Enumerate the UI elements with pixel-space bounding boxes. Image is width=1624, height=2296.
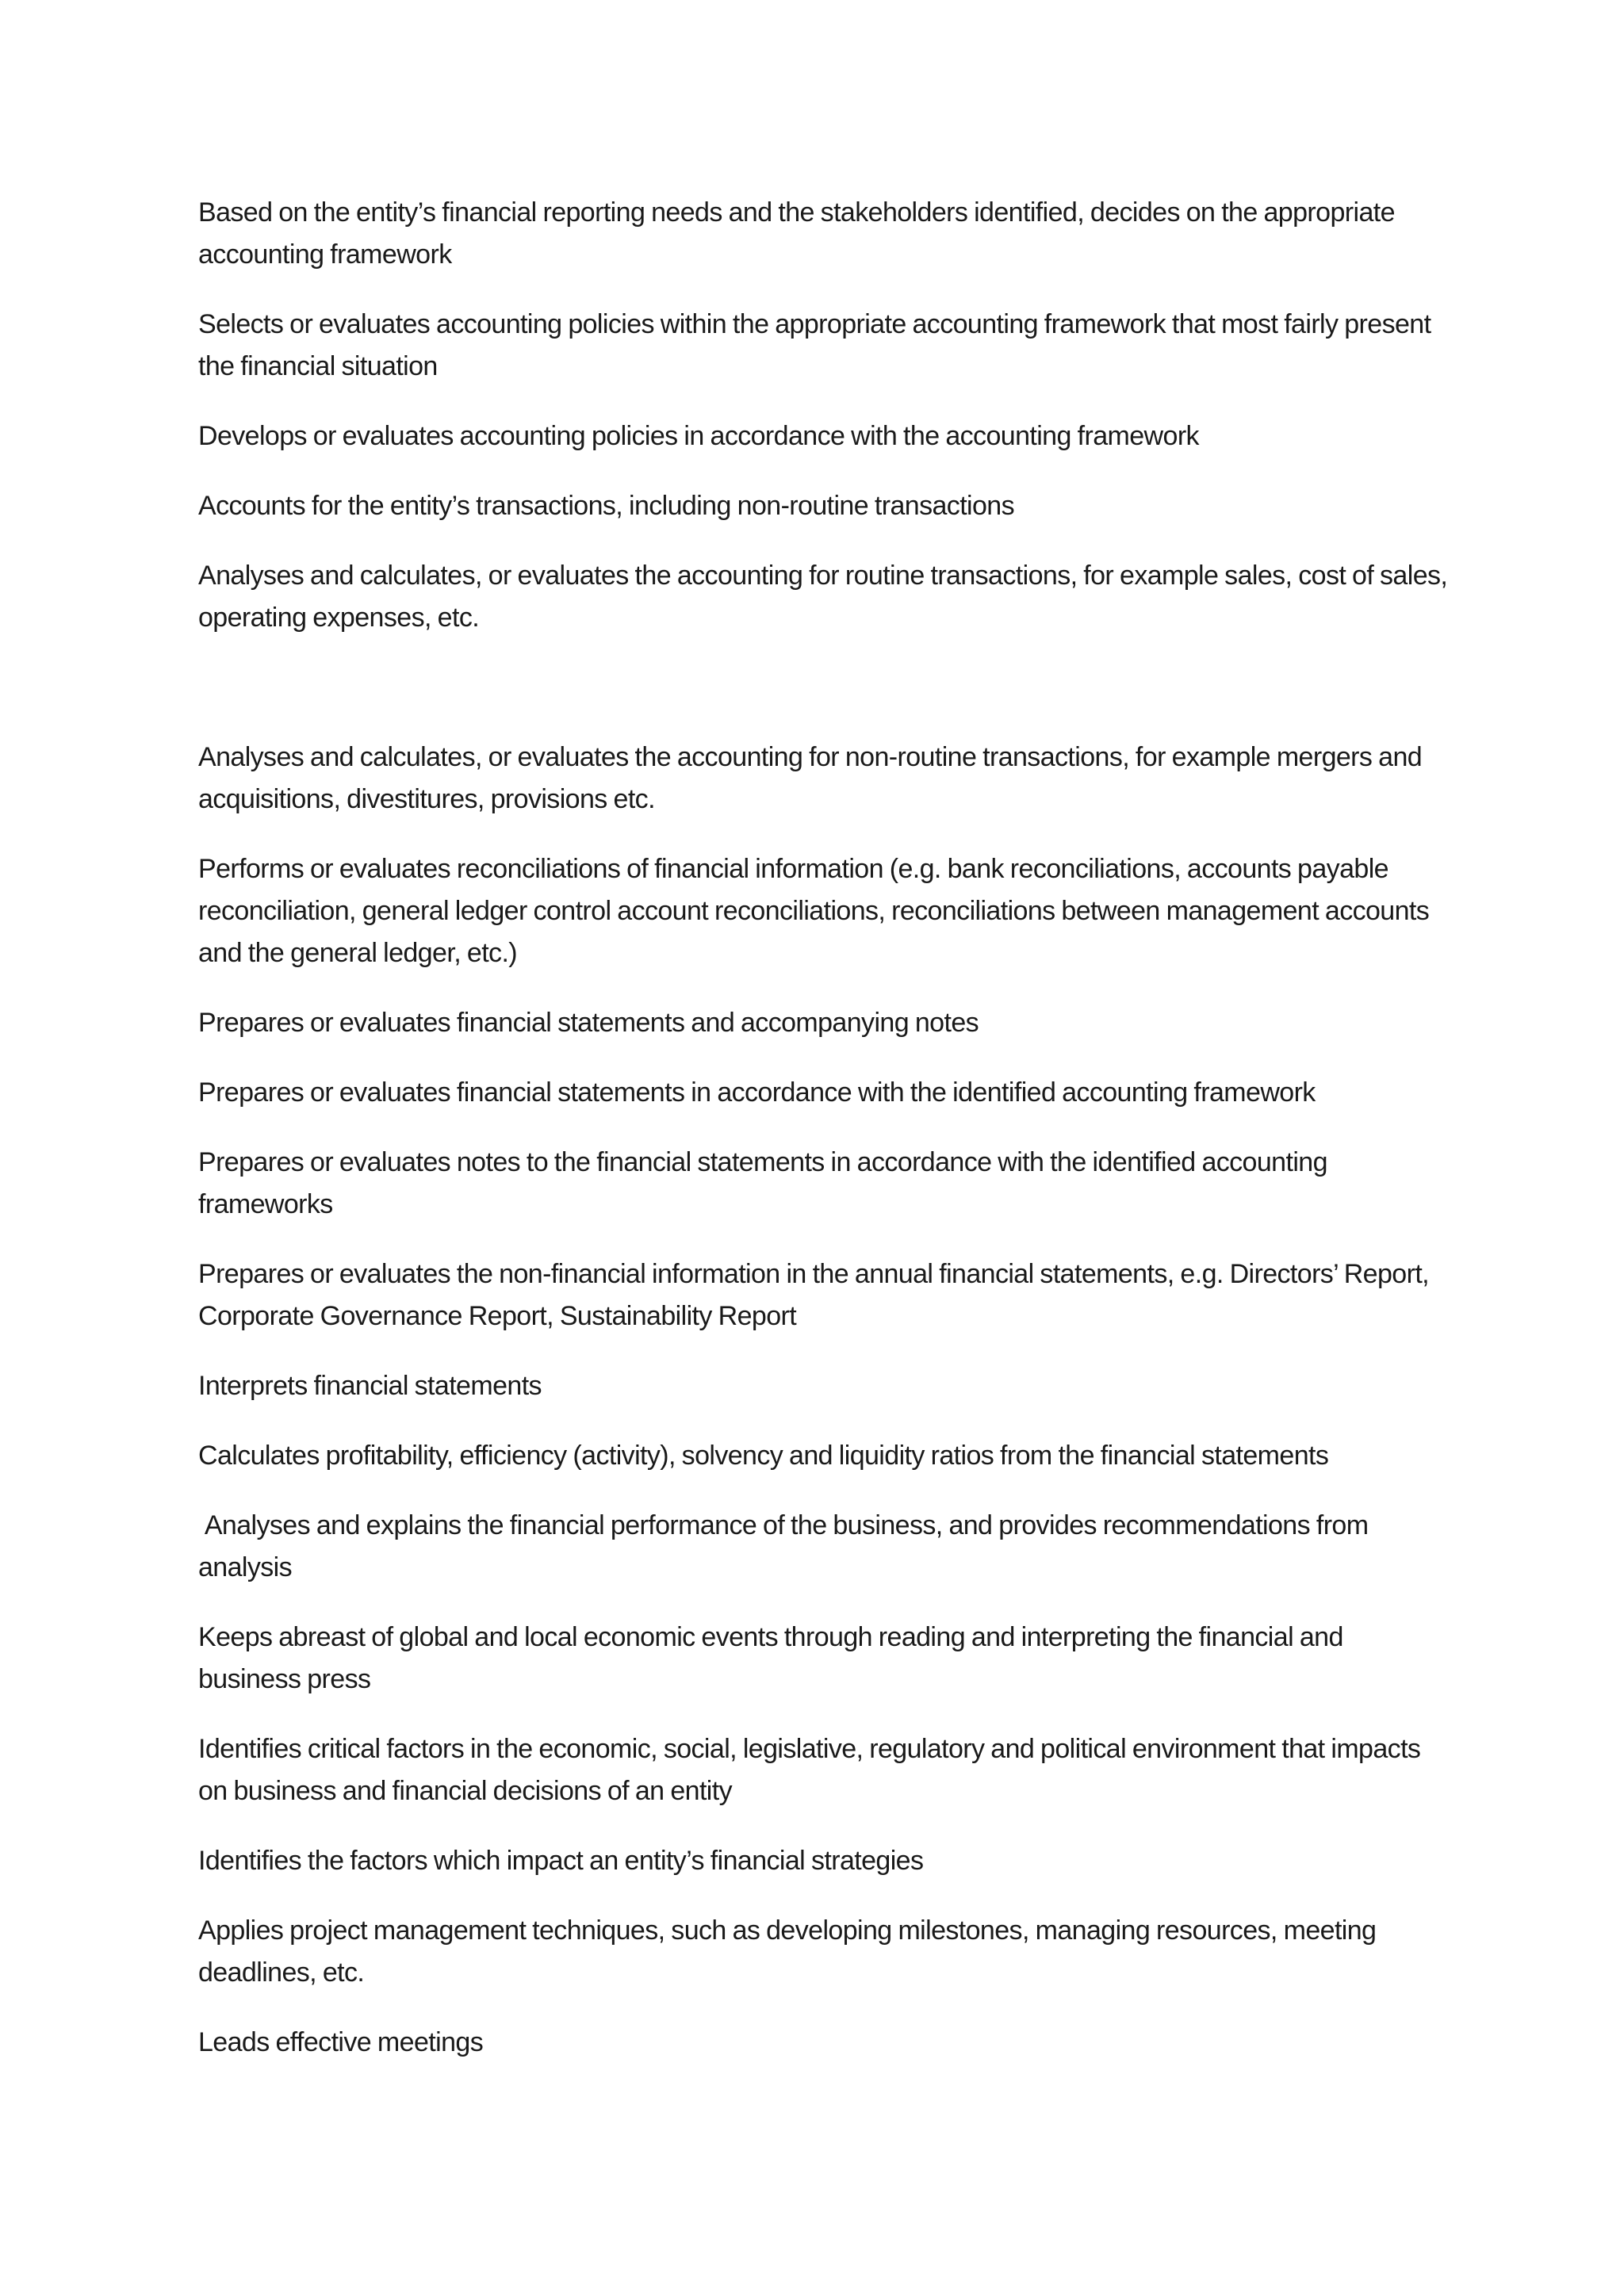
paragraph-financial-strategies: Identifies the factors which impact an entity’s financial strategies bbox=[198, 1846, 924, 1876]
document-body bbox=[198, 192, 1454, 2064]
paragraph-reconciliations: Performs or evaluates reconciliations of financial information (e.g. bank reconciliations, accounts payable reconciliation, general ledger control account reconciliations, reconciliations between management accounts and the general ledger, etc.) bbox=[198, 854, 1436, 968]
paragraph-critical-factors: Identifies critical factors in the economic, social, legislative, regulatory and political environment that impacts on business and financial decisions of an entity bbox=[198, 1734, 1427, 1806]
paragraph-accounting-policies-selection: Selects or evaluates accounting policies within the appropriate accounting framework that most fairly present the financial situation bbox=[198, 309, 1438, 381]
paragraph-non-financial-information: Prepares or evaluates the non-financial information in the annual financial statements, e.g. Directors’ Report, Corporate Governance Report, Sustainability Report bbox=[198, 1259, 1435, 1331]
paragraph-project-management: Applies project management techniques, such as developing milestones, managing resources, meeting deadlines, etc. bbox=[198, 1915, 1383, 1988]
paragraph-effective-meetings: Leads effective meetings bbox=[198, 2027, 484, 2057]
paragraph-entity-transactions: Accounts for the entity’s transactions, including non-routine transactions bbox=[198, 491, 1015, 521]
paragraph-financial-statements-notes: Prepares or evaluates financial statements and accompanying notes bbox=[198, 1008, 979, 1038]
paragraph-financial-statements-framework: Prepares or evaluates financial statements in accordance with the identified accounting framework bbox=[198, 1077, 1316, 1108]
paragraph-financial-performance: Analyses and explains the financial performance of the business, and provides recommendations from analysis bbox=[198, 1510, 1375, 1582]
paragraph-accounting-policies-development: Develops or evaluates accounting policies in accordance with the accounting framework bbox=[198, 421, 1199, 451]
paragraph-interprets-statements: Interprets financial statements bbox=[198, 1371, 542, 1401]
paragraph-non-routine-transactions: Analyses and calculates, or evaluates the accounting for non-routine transactions, for example mergers and acquisitions, divestitures, provisions etc. bbox=[198, 742, 1428, 814]
paragraph-notes-frameworks: Prepares or evaluates notes to the financial statements in accordance with the identified accounting frameworks bbox=[198, 1147, 1334, 1219]
paragraph-economic-events: Keeps abreast of global and local economic events through reading and interpreting the financial and business press bbox=[198, 1622, 1350, 1694]
paragraph-routine-transactions: Analyses and calculates, or evaluates the accounting for routine transactions, for example sales, cost of sales, operating expenses, etc. bbox=[198, 561, 1454, 633]
paragraph-accounting-framework: Based on the entity’s financial reporting needs and the stakeholders identified, decides on the appropriate accounting framework bbox=[198, 197, 1401, 270]
paragraph-ratios: Calculates profitability, efficiency (activity), solvency and liquidity ratios from the financial statements bbox=[198, 1441, 1329, 1471]
